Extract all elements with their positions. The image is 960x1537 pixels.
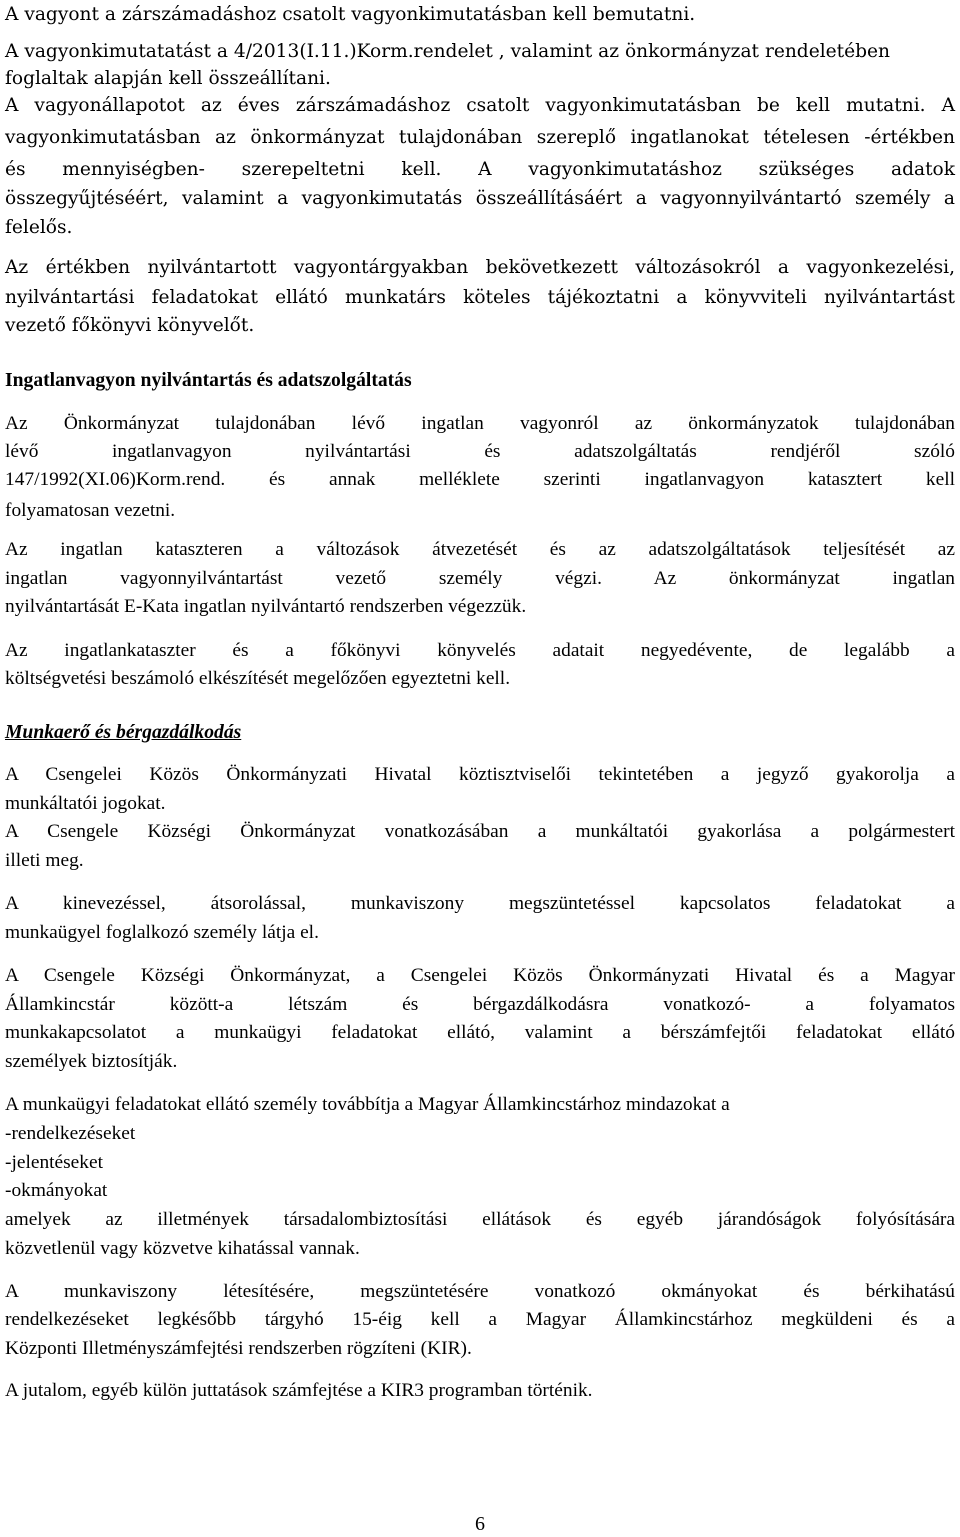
text-line: és mennyiségben- szerepeltetni kell. A vagyonkimutatáshoz szükséges adatok [5, 159, 955, 180]
text-line: amelyek az illetmények társadalombiztosítási ellátások és egyéb járandóságok folyósítására [5, 1209, 955, 1230]
text-line: nyilvántartási feladatokat ellátó munkatárs köteles tájékoztatni a könyvviteli nyilvántartást [5, 287, 955, 308]
text-line: -okmányokat [5, 1180, 108, 1201]
text-line: A Csengelei Közös Önkormányzati Hivatal köztisztviselői tekintetében a jegyző gyakorolja a [5, 764, 955, 785]
text-line: munkaügyel foglalkozó személy látja el. [5, 922, 319, 943]
text-line: nyilvántartását E-Kata ingatlan nyilvántartó rendszerben végezzük. [5, 596, 527, 617]
text-line: munkakapcsolatot a munkaügyi feladatokat ellátó, valamint a bérszámfejtői feladatokat ellátó [5, 1022, 955, 1043]
text-line: Az Önkormányzat tulajdonában lévő ingatlan vagyonról az önkormányzatok tulajdonában [5, 413, 955, 434]
text-line: illeti meg. [5, 850, 84, 871]
text-line: A jutalom, egyéb külön juttatások számfejtése a KIR3 programban történik. [5, 1380, 593, 1401]
section-heading: Ingatlanvagyon nyilvántartás és adatszolgáltatás [5, 370, 412, 391]
text-line: -jelentéseket [5, 1152, 103, 1173]
text-line: Az ingatlankataszter és a főkönyvi könyvelés adatait negyedévente, de legalább a [5, 640, 955, 661]
text-line: költségvetési beszámoló elkészítését megelőzően egyeztetni kell. [5, 668, 511, 689]
page-number: 6 [475, 1513, 485, 1535]
text-line: felelős. [5, 217, 73, 238]
text-line: A vagyont a zárszámadáshoz csatolt vagyonkimutatásban kell bemutatni. [5, 4, 696, 25]
text-line: A kinevezéssel, átsorolással, munkaviszony megszüntetéssel kapcsolatos feladatokat a [5, 893, 955, 914]
text-line: Központi Illetményszámfejtési rendszerben rögzíteni (KIR). [5, 1338, 472, 1359]
text-line: folyamatosan vezetni. [5, 500, 176, 521]
text-line: munkáltatói jogokat. [5, 793, 166, 814]
text-line: Államkincstár között-a létszám és bérgazdálkodásra vonatkozó- a folyamatos [5, 994, 955, 1015]
text-line: A Csengele Községi Önkormányzat vonatkozásában a munkáltatói gyakorlása a polgármestert [5, 821, 955, 842]
text-line: rendelkezéseket legkésőbb tárgyhó 15-éig kell a Magyar Államkincstárhoz megküldeni és a [5, 1309, 955, 1330]
text-line: A vagyonkimutatatást a 4/2013(I.11.)Korm.rendelet , valamint az önkormányzat rendeletében [5, 41, 891, 62]
text-line: A Csengele Községi Önkormányzat, a Csengelei Közös Önkormányzati Hivatal és a Magyar [5, 965, 955, 986]
text-line: A munkaügyi feladatokat ellátó személy továbbítja a Magyar Államkincstárhoz mindazokat a [5, 1094, 730, 1115]
text-line: lévő ingatlanvagyon nyilvántartási és adatszolgáltatás rendjéről szóló [5, 441, 955, 462]
text-line: Az értékben nyilvántartott vagyontárgyakban bekövetkezett változásokról a vagyonkezelési, [5, 257, 955, 278]
text-line: közvetlenül vagy közvetve kihatással vannak. [5, 1238, 360, 1259]
section-heading: Munkaerő és bérgazdálkodás [5, 722, 242, 743]
text-line: vagyonkimutatásban az önkormányzat tulajdonában szereplő ingatlanokat tételesen -értékben [5, 127, 955, 148]
text-line: 147/1992(XI.06)Korm.rend. és annak melléklete szerinti ingatlanvagyon katasztert kell [5, 469, 955, 490]
text-line: vezető főkönyvi könyvelőt. [5, 315, 255, 336]
text-line: ingatlan vagyonnyilvántartást vezető személy végzi. Az önkormányzat ingatlan [5, 568, 955, 589]
text-line: A munkaviszony létesítésére, megszüntetésére vonatkozó okmányokat és bérkihatású [5, 1281, 955, 1302]
text-line: összegyűjtéséért, valamint a vagyonkimutatás összeállításáért a vagyonnyilvántartó személy a [5, 188, 955, 209]
text-line: személyek biztosítják. [5, 1051, 178, 1072]
text-line: foglaltak alapján kell összeállítani. [5, 68, 331, 89]
text-line: Az ingatlan kataszteren a változások átvezetését és az adatszolgáltatások teljesítését az [5, 539, 955, 560]
text-line: A vagyonállapotot az éves zárszámadáshoz csatolt vagyonkimutatásban be kell mutatni. A [5, 95, 955, 116]
text-line: -rendelkezéseket [5, 1123, 136, 1144]
